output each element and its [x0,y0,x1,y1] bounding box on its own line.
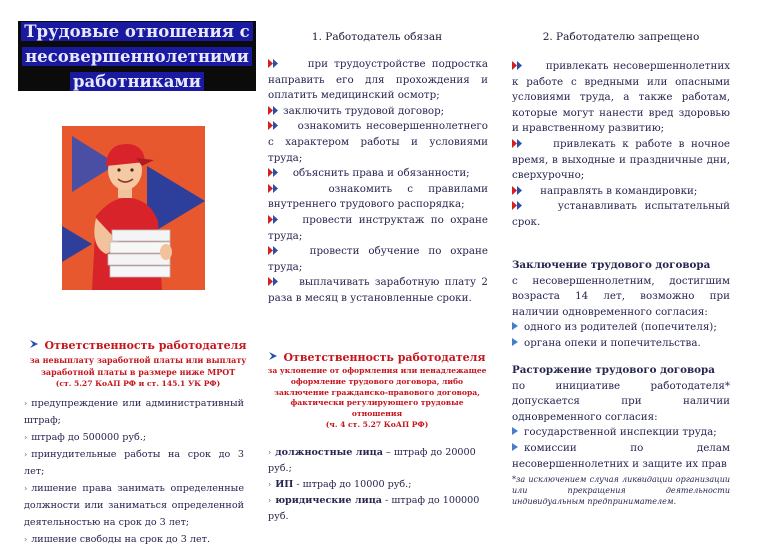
double-arrow-icon [268,59,280,68]
penalty-item: › штраф до 500000 руб.; [24,429,244,446]
footnote: *за исключением случая ликвидации организации или прекращения деятельности индивидуальным предпринимателем. [512,475,730,507]
double-arrow-icon [512,139,524,148]
double-arrow-icon [512,201,524,210]
contract-consent-item: органа опеки и попечительства. [512,336,730,352]
fine-item: › юридические лица - штраф до 100000 руб. [268,495,480,522]
title-line-3: работниками [70,72,204,91]
triangle-bullet-icon [512,427,518,435]
col2-resp-sub5: отношения [351,409,403,419]
prohibition-item: устанавливать испытательный срок. [512,200,730,228]
fine-item: › ИП - штраф до 10000 руб.; [268,477,490,493]
obligation-item: при трудоустройстве подростка направить его для прохождения и оплатить медицинский осмотр; [268,58,488,102]
col1-penalties-list [24,395,244,548]
termination-consent-item: комиссии по делам несовершеннолетних и защите их прав [512,441,730,470]
double-arrow-icon [268,184,280,193]
triangle-bullet-icon [512,443,518,451]
chevron-bullet-icon: › [24,450,28,459]
col3-contract-block [512,258,730,352]
termination-text: по инициативе работодателя* допускается при наличии одновременного согласия: [512,379,730,423]
col2-resp-title: Ответственность работодателя [283,351,486,364]
prohibition-item: привлекать несовершеннолетних к работе с вредными или опасными условиями труда, а также работам, которые могут нанести вред здоровью и нравственному развитию; [512,60,731,135]
col2-header: 1. Работодатель обязан [311,31,443,43]
obligation-item: заключить трудовой договор; [268,104,488,120]
double-arrow-icon [268,168,280,177]
col2-resp-sub2: оформление трудового договора, либо [290,376,464,386]
contract-title: Заключение трудового договора [512,259,711,271]
col2-resp-law: (ч. 4 ст. 5.27 КоАП РФ) [325,419,429,429]
triangle-bullet-icon [512,322,518,330]
check-arrow-icon [29,338,40,352]
termination-consent-item: государственной инспекции труда; [512,425,730,441]
fine-item: › должностные лица – штраф до 20000 руб.; [268,447,476,474]
chevron-bullet-icon: › [268,480,272,489]
double-arrow-icon [268,106,280,115]
brochure-title [18,21,256,91]
chevron-bullet-icon: › [24,484,28,493]
contract-consent-item: одного из родителей (попечителя); [512,320,730,336]
col1-responsibility-block [22,338,254,390]
contract-text: с несовершеннолетним, достигшим возраста 14 лет, возможно при наличии одновременного согласия: [512,274,730,318]
obligation-item: ознакомить с правилами внутреннего трудового распорядка; [268,182,488,211]
double-arrow-icon [268,121,280,130]
col3-prohibitions-list [512,59,730,231]
obligation-item: объяснить права и обязанности; [268,166,488,182]
double-arrow-icon [268,246,280,255]
col1-resp-sub1: за невыплату заработной платы или выплату [29,355,247,365]
penalty-item: › лишение свободы на срок до 3 лет. [24,531,244,548]
penalty-item: › принудительные работы на срок до 3 лет; [24,446,244,480]
penalty-item: › лишение права занимать определенные должности или заниматься определенной деятельностью на срок до 3 лет; [24,480,244,531]
prohibition-item: направлять в командировки; [512,184,730,200]
obligation-item: выплачивать заработную плату 2 раза в месяц в установленные сроки. [268,276,488,304]
title-line-2: несовершеннолетними [22,47,252,66]
double-arrow-icon [268,277,280,286]
col2-resp-sub1: за уклонение от оформления или ненадлежащее [267,366,487,375]
col2-responsibility-block [266,350,488,431]
courier-illustration [62,126,205,290]
prohibition-item: привлекать к работе в ночное время, в выходные и праздничные дни, сверхурочно; [512,137,730,182]
col1-resp-sub2: заработной платы в размере ниже МРОТ [40,367,236,377]
double-arrow-icon [512,61,524,70]
col3-termination-block [512,363,730,507]
col2-fines-list [268,445,490,525]
check-arrow-icon [268,350,279,364]
col2-resp-sub4: фактически регулирующего трудовые [290,398,464,408]
col2-obligations-list [268,57,488,307]
chevron-bullet-icon: › [24,433,28,442]
triangle-bullet-icon [512,338,518,346]
col1-resp-law: (ст. 5.27 КоАП РФ и ст. 145.1 УК РФ) [55,379,221,388]
courier-photo [62,126,205,290]
col1-resp-title: Ответственность работодателя [44,339,247,352]
chevron-bullet-icon: › [24,399,28,408]
col2-resp-sub3: заключение гражданско-правового договора, [274,387,480,397]
obligation-item: провести обучение по охране труда; [268,245,488,273]
termination-title: Расторжение трудового договора [512,364,715,376]
chevron-bullet-icon: › [268,496,272,505]
penalty-item: › предупреждение или административный штраф; [24,395,244,429]
col3-header: 2. Работодателю запрещено [542,31,700,43]
obligation-item: ознакомить несовершеннолетнего с характером работы и условиями труда; [268,120,489,164]
title-line-1: Трудовые отношения с [21,22,252,41]
obligation-item: провести инструктаж по охране труда; [268,213,488,242]
double-arrow-icon [268,215,280,224]
double-arrow-icon [512,186,524,195]
chevron-bullet-icon: › [268,448,272,457]
chevron-bullet-icon: › [24,535,28,544]
